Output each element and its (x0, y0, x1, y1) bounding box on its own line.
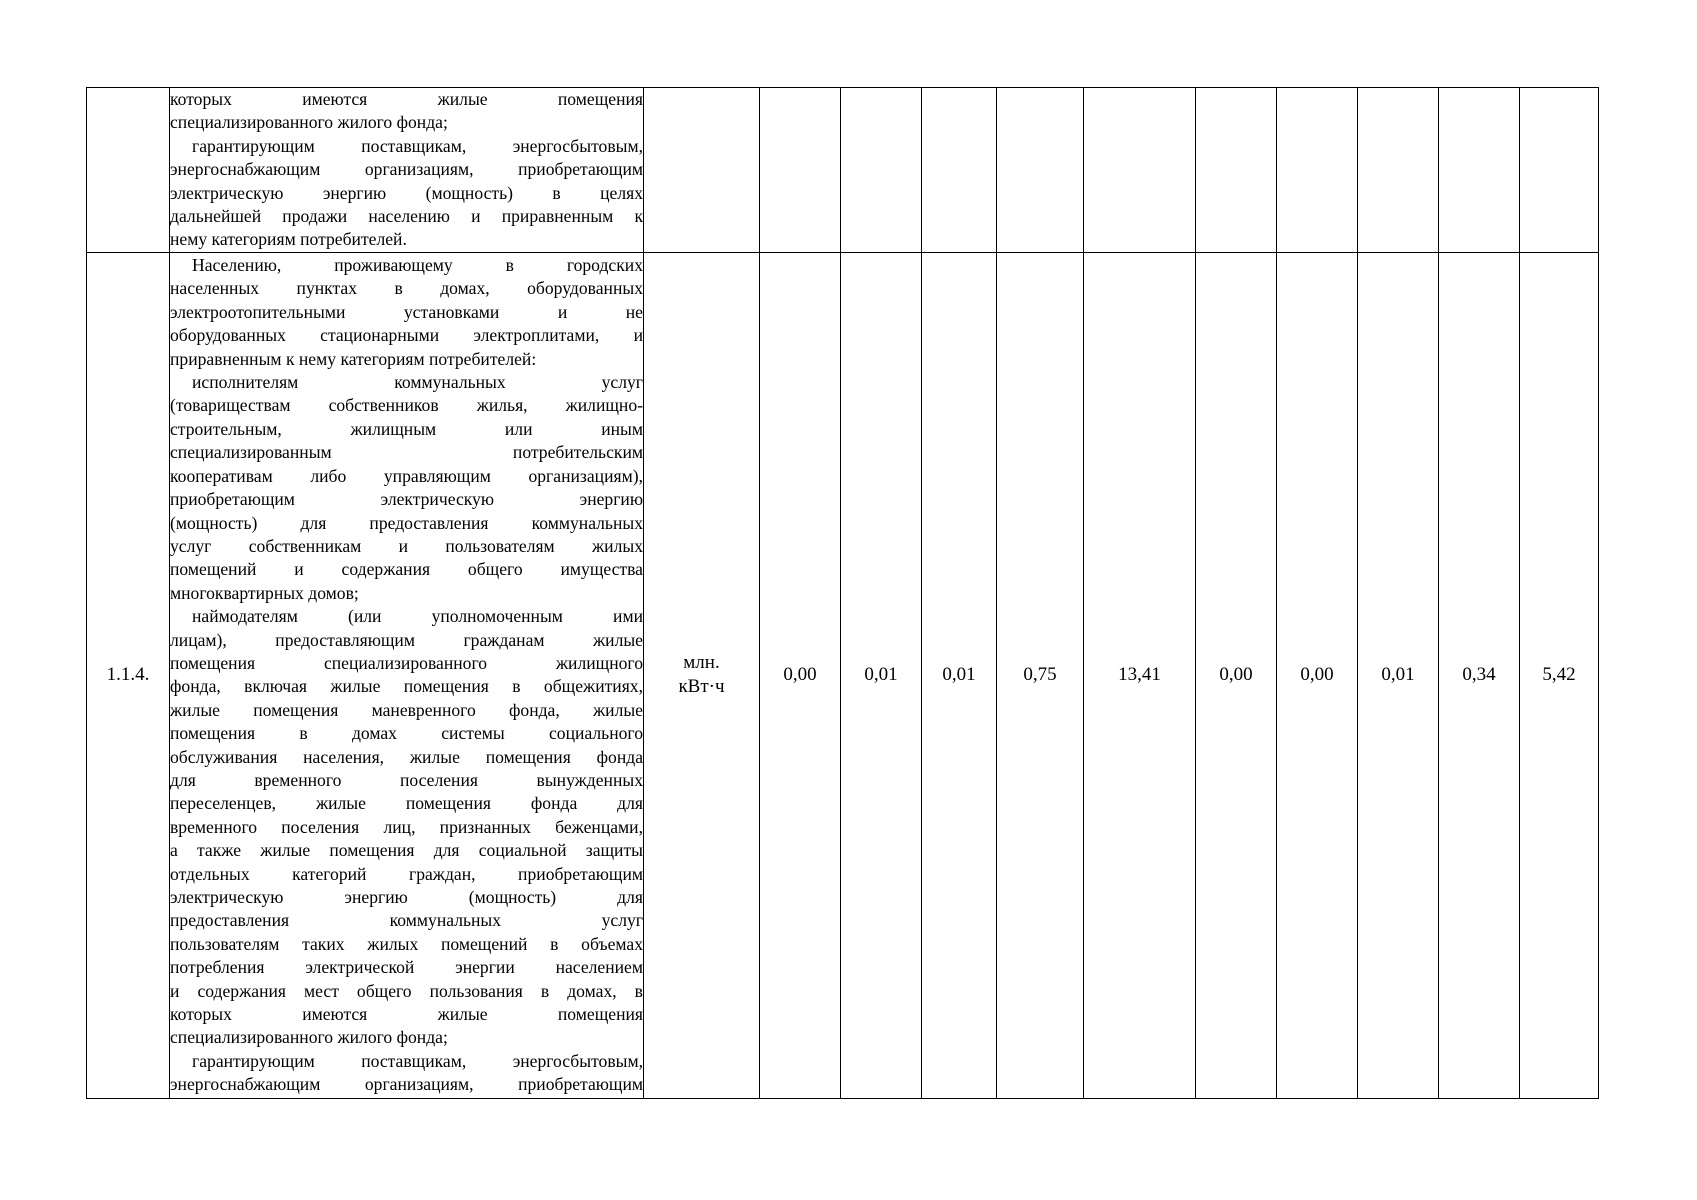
description-line: населенных пунктах в домах, оборудованных (170, 278, 643, 299)
table-row (87, 88, 1599, 253)
description-line: пользователям таких жилых помещений в объемах (170, 933, 643, 954)
description-line: электрическую энергию (мощность) для (170, 887, 643, 907)
value-cell (1084, 88, 1196, 253)
value-cell: 0,34 (1439, 252, 1520, 1098)
description-line: Населению, проживающему в городских (192, 255, 643, 276)
value-cell: 5,42 (1520, 252, 1599, 1098)
description-line: и содержания мест общего пользования в домах, в (170, 980, 643, 1001)
table-body (87, 88, 1599, 1099)
description-line: приравненным к нему категориям потребителей: (170, 348, 537, 369)
description-line: энергоснабжающим организациям, приобретающим (170, 1074, 643, 1095)
value-cell (997, 88, 1084, 253)
description-line: гарантирующим поставщикам, энергосбытовым, (192, 135, 643, 156)
description-line: фонда, включая жилые помещения в общежитиях, (170, 676, 643, 697)
value-cell (1196, 88, 1277, 253)
value-cell (760, 88, 841, 253)
description-line: приобретающим электрическую энергию (170, 489, 643, 510)
description-line: потребления электрической энергии населением (170, 957, 643, 978)
description-line: специализированным потребительским (170, 442, 643, 463)
description-line: которых имеются жилые помещения (170, 1004, 643, 1025)
tariff-table (86, 87, 1599, 1099)
value-cell: 0,01 (1358, 252, 1439, 1098)
description-line: оборудованных стационарными электроплитами, и (170, 325, 643, 346)
description-line: помещений и содержания общего имущества (170, 559, 643, 580)
value-cell: 0,75 (997, 252, 1084, 1098)
description-line: многоквартирных домов; (170, 582, 359, 603)
value-cell: 0,01 (841, 252, 922, 1098)
value-cell (922, 88, 997, 253)
value-cell (1277, 88, 1358, 253)
description-line: кооперативам либо управляющим организациям), (170, 465, 643, 486)
value-cell (1520, 88, 1599, 253)
description-line: дальнейшей продажи населению и приравненным к (170, 206, 643, 227)
description-line: исполнителям коммунальных услуг (192, 372, 643, 393)
value-cell: 0,00 (1196, 252, 1277, 1098)
unit-cell (644, 88, 760, 253)
description-line: для временного поселения вынужденных (170, 769, 643, 790)
description-line: лицам), предоставляющим гражданам жилые (170, 629, 643, 650)
row-number-cell: 1.1.4. (87, 252, 170, 1098)
row-number-cell (87, 88, 170, 253)
value-cell (1439, 88, 1520, 253)
table-row (87, 252, 1599, 1098)
value-cell: 0,00 (1277, 252, 1358, 1098)
description-line: (мощность) для предоставления коммунальных (170, 512, 643, 533)
description-line: наймодателям (или уполномоченным ими (192, 606, 643, 627)
description-line: строительным, жилищным или иным (170, 418, 643, 439)
value-cell: 13,41 (1084, 252, 1196, 1098)
description-line: помещения специализированного жилищного (170, 652, 643, 673)
unit-cell: млн. кВт·ч (644, 252, 760, 1098)
description-line: электрическую энергию (мощность) в целях (170, 182, 643, 203)
description-line: которых имеются жилые помещения (170, 89, 643, 109)
value-cell (841, 88, 922, 253)
description-line: обслуживания населения, жилые помещения фонда (170, 746, 643, 767)
description-line: энергоснабжающим организациям, приобретающим (170, 159, 643, 180)
description-line: жилые помещения маневренного фонда, жилые (170, 699, 643, 720)
value-cell: 0,01 (922, 252, 997, 1098)
description-cell (170, 88, 644, 253)
value-cell: 0,00 (760, 252, 841, 1098)
description-line: переселенцев, жилые помещения фонда для (170, 793, 643, 814)
description-line: гарантирующим поставщикам, энергосбытовым, (192, 1050, 643, 1071)
description-line: помещения в домах системы социального (170, 723, 643, 744)
description-line: нему категориям потребителей. (170, 229, 407, 250)
description-line: а также жилые помещения для социальной защиты (170, 840, 643, 861)
description-cell (170, 252, 644, 1098)
description-line: предоставления коммунальных услуг (170, 910, 643, 931)
description-line: электроотопительными установками и не (170, 301, 643, 322)
value-cell (1358, 88, 1439, 253)
description-line: специализированного жилого фонда; (170, 1027, 448, 1048)
description-line: временного поселения лиц, признанных беженцами, (170, 816, 643, 837)
description-line: услуг собственникам и пользователям жилых (170, 535, 643, 556)
description-line: (товариществам собственников жилья, жилищно- (170, 395, 643, 416)
description-line: отдельных категорий граждан, приобретающим (170, 863, 643, 884)
description-line: специализированного жилого фонда; (170, 112, 448, 133)
